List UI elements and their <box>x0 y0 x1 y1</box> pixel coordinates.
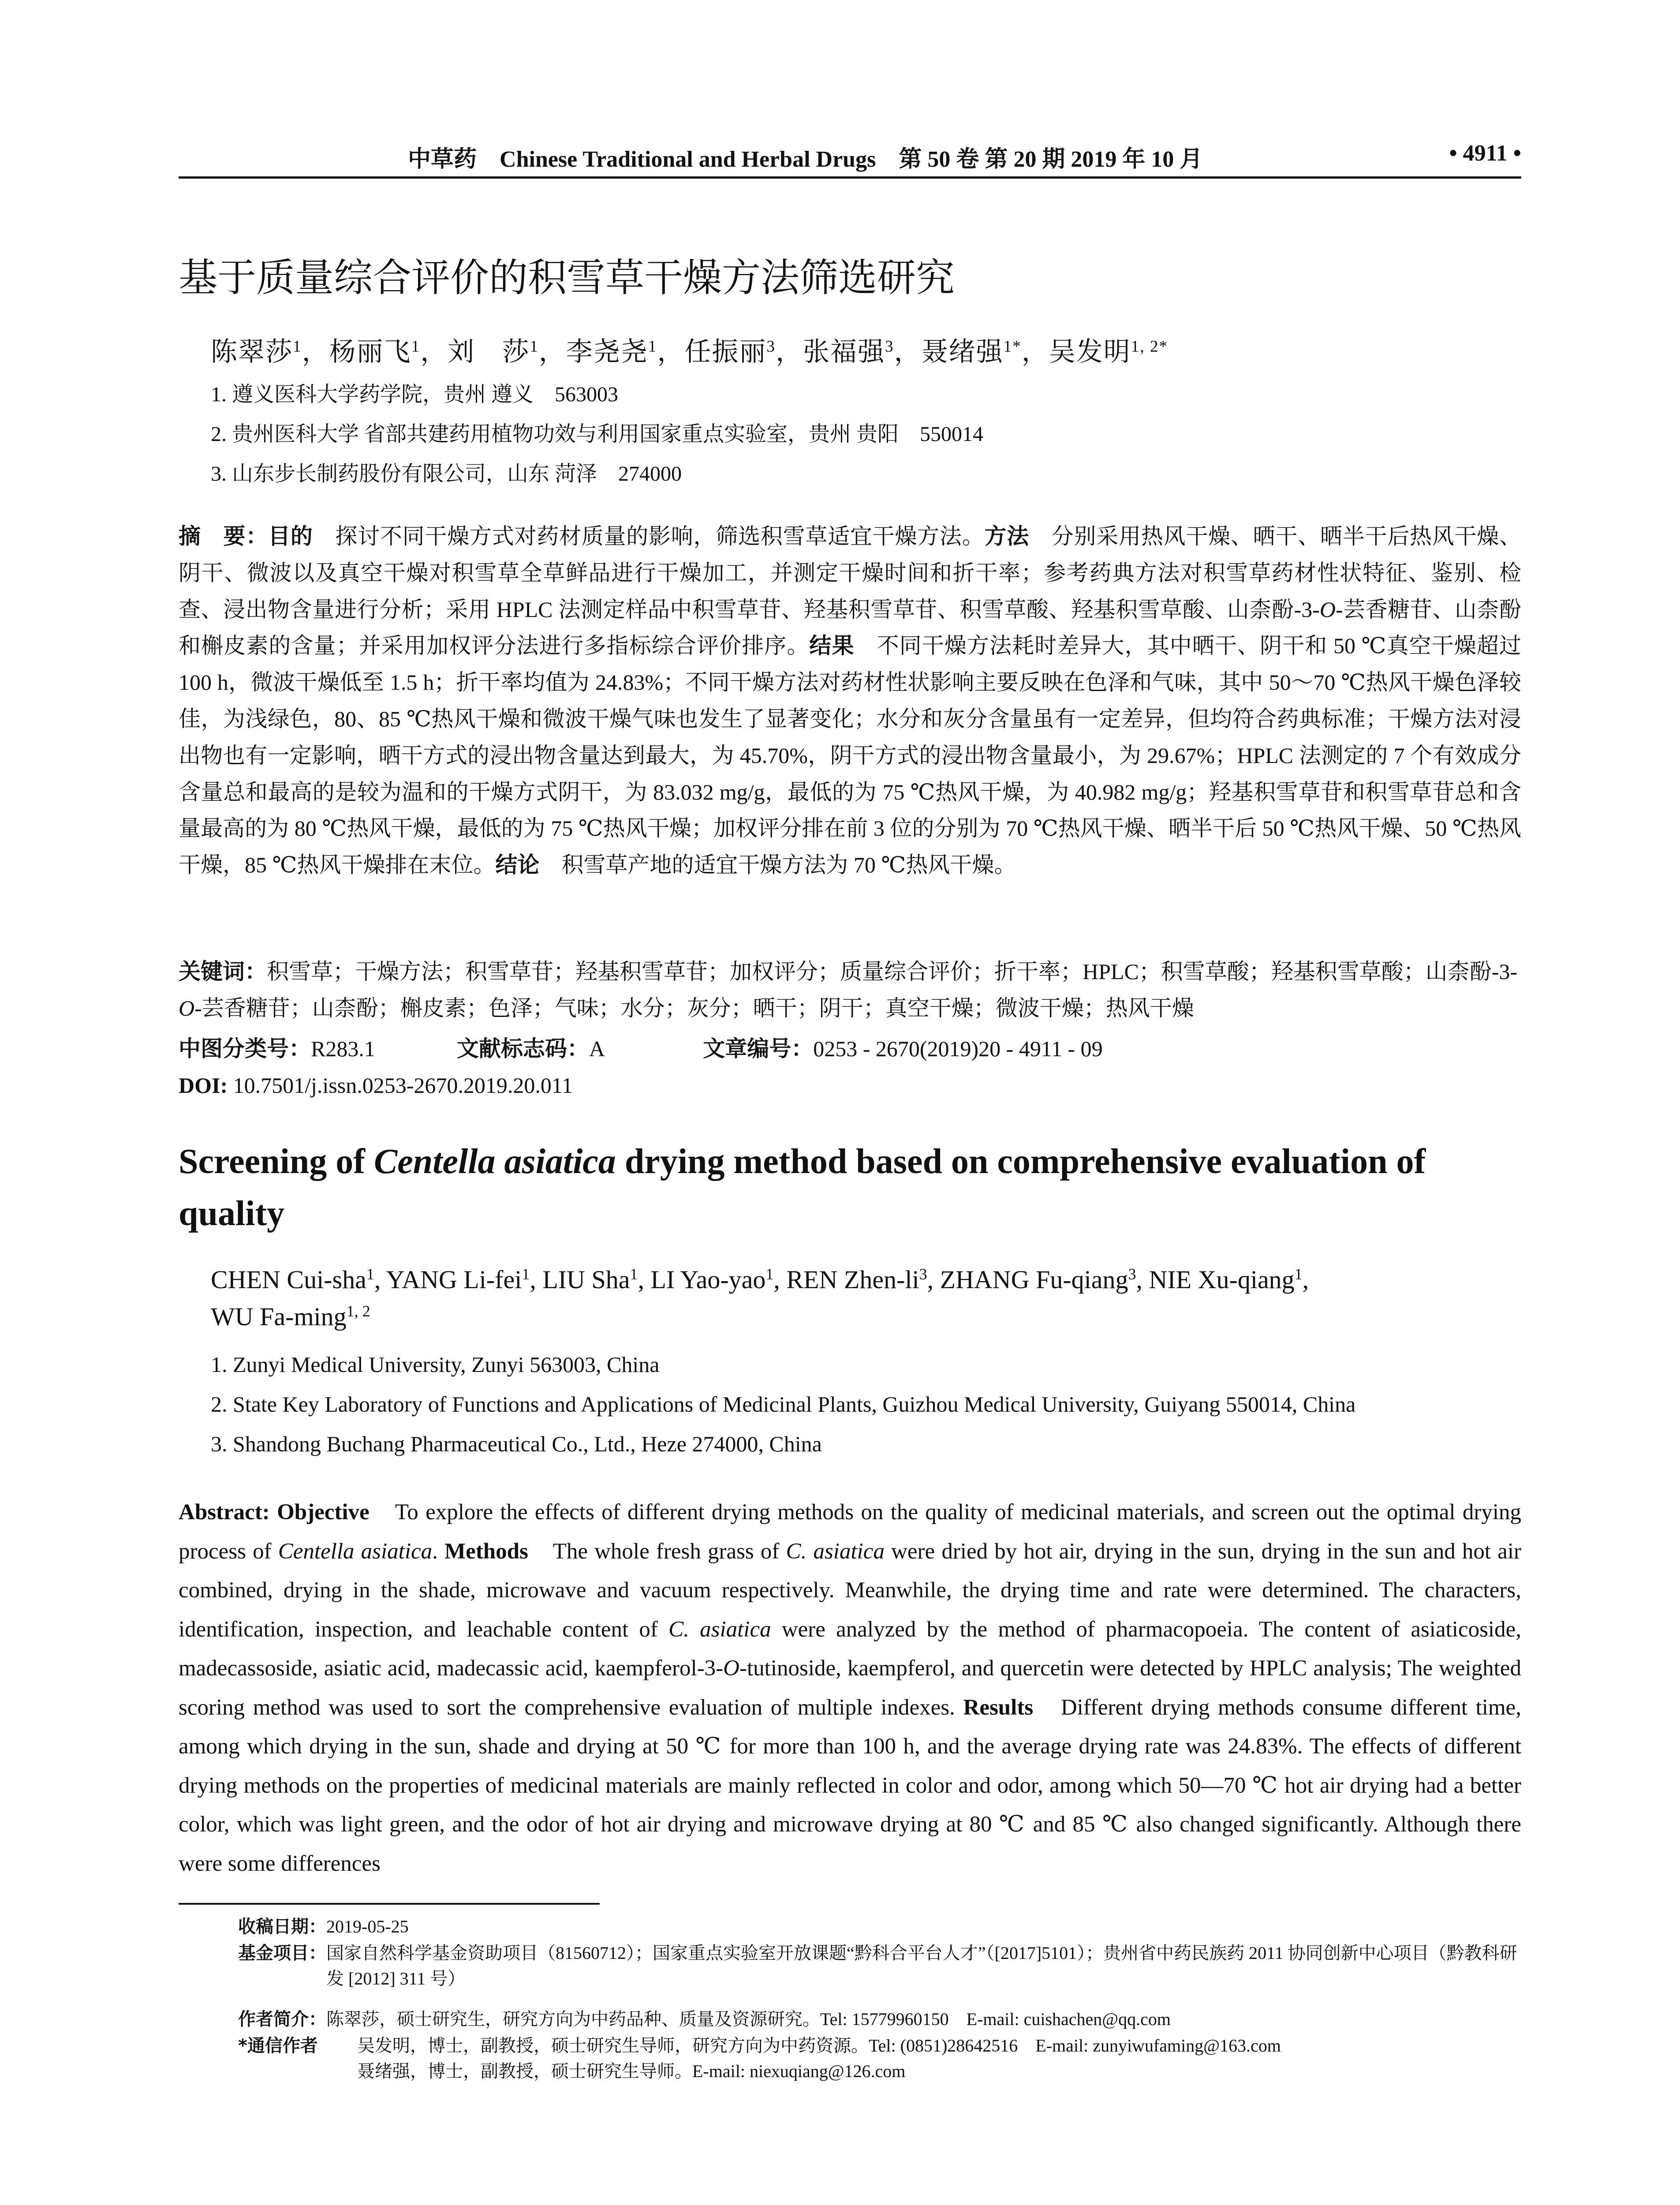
corr-text-2: 聂绪强，博士，副教授，硕士研究生导师。E-mail: niexuqiang@126.com <box>357 2061 906 2081</box>
received-label: 收稿日期： <box>238 1917 326 1937</box>
author-en: REN Zhen-$li^3$, <box>786 1265 940 1294</box>
objective-en-label: Objective <box>277 1500 370 1525</box>
title-en-species: Centella asiatica <box>373 1142 616 1181</box>
corr-label: *通信作者 <box>238 2036 318 2056</box>
author-zh: 聂绪强$^{1*}$， <box>921 337 1049 366</box>
abstract-label: 摘 要： <box>179 523 269 549</box>
author-en: YANG Li-fei$^1$, <box>386 1265 543 1294</box>
methods-en-text: were analyzed by the method of pharmacopoeia. The content of asiaticoside, madecassoside, asiatic acid, madecassic acid, kaempferol-3- <box>179 1617 1521 1681</box>
running-header <box>179 140 1521 176</box>
doc-code-label: 文献标志码： <box>456 1036 589 1061</box>
footnote-received <box>238 1914 1521 1940</box>
page-number: • 4911 • <box>1449 141 1521 166</box>
author-zh: 张福强$^3$， <box>803 337 922 366</box>
affiliation-en: 2. State Key Laboratory of Functions and Applications of Medicinal Plants, Guizhou Medical University, Guiyang 550014, China <box>211 1392 1356 1416</box>
doi-line <box>179 1067 1521 1104</box>
fund-label: 基金项目： <box>238 1943 326 1963</box>
journal-name-cn: 中草药 <box>408 146 477 172</box>
article-no-label: 文章编号： <box>703 1036 814 1061</box>
author-zh: 任振丽$^3$， <box>684 337 803 366</box>
clc-value: R283.1 <box>311 1036 375 1061</box>
received-date: 2019-05-25 <box>326 1917 409 1936</box>
affiliation-zh: 1. 遵义医科大学药学院，贵州 遵义 563003 <box>211 383 619 406</box>
abstract-zh <box>179 518 1521 883</box>
clc-label: 中图分类号： <box>179 1036 311 1061</box>
results-en-label: Results <box>963 1695 1034 1720</box>
author-en: LI Yao-yao$^1$, <box>650 1265 787 1294</box>
keywords-zh <box>179 953 1521 1027</box>
species-name: C. asiatica <box>786 1539 885 1564</box>
author-en: CHEN Cui-sha$^1$, <box>211 1265 386 1294</box>
italic-o: O <box>179 995 195 1020</box>
article-no-value: 0253 - 2670(2019)20 - 4911 - 09 <box>813 1036 1103 1061</box>
objective-text: 探讨不同干燥方式对药材质量的影响，筛选积雪草适宜干燥方法。 <box>313 524 985 549</box>
author-en: ZHANG Fu-qiang$^3$, <box>940 1265 1149 1294</box>
results-label: 结果 <box>809 633 855 659</box>
bio-label: 作者简介： <box>238 2009 326 2029</box>
affiliation-en: 3. Shandong Buchang Pharmaceutical Co., Ltd., Heze 274000, China <box>211 1431 822 1456</box>
keywords-label: 关键词： <box>179 959 267 984</box>
italic-o: O <box>1319 597 1336 622</box>
header-rule <box>179 176 1521 179</box>
doc-code-value: A <box>589 1036 604 1061</box>
affiliation-en: 1. Zunyi Medical University, Zunyi 563003, China <box>211 1352 660 1377</box>
objective-en-text: . <box>432 1539 438 1564</box>
doi-value: 10.7501/j.issn.0253-2670.2019.20.011 <box>233 1073 573 1098</box>
title-en-part: Screening of <box>179 1142 374 1181</box>
title-en-part: drying method based on comprehensive evaluation of quality <box>179 1142 1426 1233</box>
authors-en <box>211 1261 1520 1335</box>
italic-o: O <box>723 1656 740 1681</box>
objective-label: 目的 <box>268 523 313 549</box>
title-en <box>179 1136 1521 1240</box>
title-zh: 基于质量综合评价的积雪草干燥方法筛选研究 <box>179 255 955 300</box>
methods-text: 分别采用热风干燥、晒干、晒半干后热风干燥、阴干、微波以及真空干燥对积雪草全草鲜品进行干燥加工，并测定干燥时间和折干率；参考药典方法对积雪草药材性状特征、鉴别、检查、浸出物含量进行分析；采用 HPLC 法测定样品中积雪草苷、羟基积雪草苷、积雪草酸、羟基积雪草酸、山柰酚-3- <box>179 524 1522 622</box>
methods-text: -芸香糖苷、山柰酚和槲皮素的含量；并采用加权评分法进行多指标综合评价排序。 <box>179 597 1522 658</box>
author-zh: 李尧尧$^1$， <box>566 337 685 366</box>
journal-name-en: Chinese Traditional and Herbal Drugs <box>500 147 876 172</box>
methods-en-text: were dried by hot air, drying in the sun, drying in the sun and hot air combined, drying in the shade, microwave and vacuum respectively. Meanwhile, the drying time and rate were determined. The characters, identification, inspection, and leachable content of <box>179 1539 1522 1642</box>
author-zh: 杨丽飞$^1$， <box>329 337 448 366</box>
conclusion-label: 结论 <box>495 852 540 878</box>
methods-en-text: The whole fresh grass of <box>528 1539 786 1564</box>
methods-en-label: Methods <box>444 1539 528 1564</box>
author-en: LIU Sha$^1$, <box>542 1265 651 1294</box>
bio-text: 陈翠莎，硕士研究生，研究方向为中药品种、质量及资源研究。Tel: 15779960150 E-mail: cuishachen@qq.com <box>326 2009 1171 2029</box>
fund-text: 国家自然科学基金资助项目（81560712）；国家重点实验室开放课题“黔科合平台人才”（[2017]5101）；贵州省中药民族药 2011 协同创新中心项目（黔教科研发 [2012] 311 号） <box>326 1943 1517 1988</box>
keywords-text: 积雪草；干燥方法；积雪草苷；羟基积雪草苷；加权评分；质量综合评价；折干率；HPLC；积雪草酸；羟基积雪草酸；山柰酚-3- <box>267 959 1518 984</box>
classification-line <box>179 1031 1521 1067</box>
footnote-corresponding <box>238 2033 1521 2084</box>
conclusion-text: 积雪草产地的适宜干燥方法为 70 ℃热风干燥。 <box>539 852 1016 878</box>
affiliation-zh: 3. 山东步长制药股份有限公司，山东 菏泽 274000 <box>211 462 682 486</box>
abstract-en-label: Abstract: <box>179 1500 270 1525</box>
methods-en-text: -tutinoside, kaempferol, and quercetin were detected by HPLC analysis; The weighted scoring method was used to sort the comprehensive evaluation of multiple indexes. <box>179 1656 1521 1720</box>
corr-text-1: 吴发明，博士，副教授，硕士研究生导师，研究方向为中药资源。Tel: (0851)28642516 E-mail: zunyiwufaming@163.com <box>357 2036 1281 2056</box>
author-en: NIE Xu-qiang$^1$, <box>1149 1265 1309 1294</box>
keywords-text: -芸香糖苷；山柰酚；槲皮素；色泽；气味；水分；灰分；晒干；阴干；真空干燥；微波干燥；热风干燥 <box>194 995 1194 1020</box>
footnote-fund <box>238 1940 1521 1992</box>
results-en-text: Different drying methods consume different time, among which drying in the sun, shade and drying at 50 ℃ for more than 100 h, and the average drying rate was 24.83%. The effects of different drying methods on the properties of medicinal materials are mainly reflected in color and odor, among which 50—70 ℃ hot air drying had a better color, which was light green, and the odor of hot air drying and microwave drying at 80 ℃ and 85 ℃ also changed significantly. Although there were some differences <box>179 1695 1521 1876</box>
author-en: WU Fa-ming$^{1, 2}$ <box>211 1302 370 1331</box>
results-text: 不同干燥方法耗时差异大，其中晒干、阴干和 50 ℃真空干燥超过 100 h，微波干燥低至 1.5 h；折干率均值为 24.83%；不同干燥方法对药材性状影响主要反映在色泽和气味，其中 50～70 ℃热风干燥色泽较佳，为浅绿色，80、85 ℃热风干燥和微波干燥气味也发生了显著变化；水分和灰分含量虽有一定差异，但均符合药典标准；干燥方法对浸出物也有一定影响，晒干方式的浸出物含量达到最大，为 45.70%，阴干方式的浸出物含量最小，为 29.67%；HPLC 法测定的 7 个有效成分含量总和最高的是较为温和的干燥方式阴干，为 83.032 mg/g，最低的为 75 ℃热风干燥，为 40.982 mg/g；羟基积雪草苷和积雪草苷总和含量最高的为 80 ℃热风干燥，最低的为 75 ℃热风干燥；加权评分排在前 3 位的分别为 70 ℃热风干燥、晒半干后 50 ℃热风干燥、50 ℃热风干燥，85 ℃热风干燥排在末位。 <box>179 633 1521 878</box>
abstract-en <box>179 1493 1521 1883</box>
footnote-rule <box>179 1903 600 1905</box>
footnote-bio <box>238 2007 1521 2032</box>
affiliation-zh: 2. 贵州医科大学 省部共建药用植物功效与利用国家重点实验室，贵州 贵阳 550014 <box>211 422 984 446</box>
author-zh: 刘 莎$^1$， <box>448 337 566 366</box>
author-zh: 陈翠莎$^1$， <box>211 337 329 366</box>
doi-label: DOI: <box>179 1073 228 1098</box>
species-name: C. asiatica <box>668 1617 771 1642</box>
journal-issue: 第 50 卷 第 20 期 2019 年 10 月 <box>899 147 1203 172</box>
author-zh: 吴发明$^{1, 2*}$ <box>1049 337 1169 366</box>
journal-header <box>408 140 1202 173</box>
objective-en-text: To explore the effects of different drying methods on the quality of medicinal materials, and screen out the optimal drying process of <box>179 1500 1522 1564</box>
methods-label: 方法 <box>984 523 1030 549</box>
authors-zh <box>211 331 1168 369</box>
species-name: Centella asiatica <box>278 1539 433 1564</box>
